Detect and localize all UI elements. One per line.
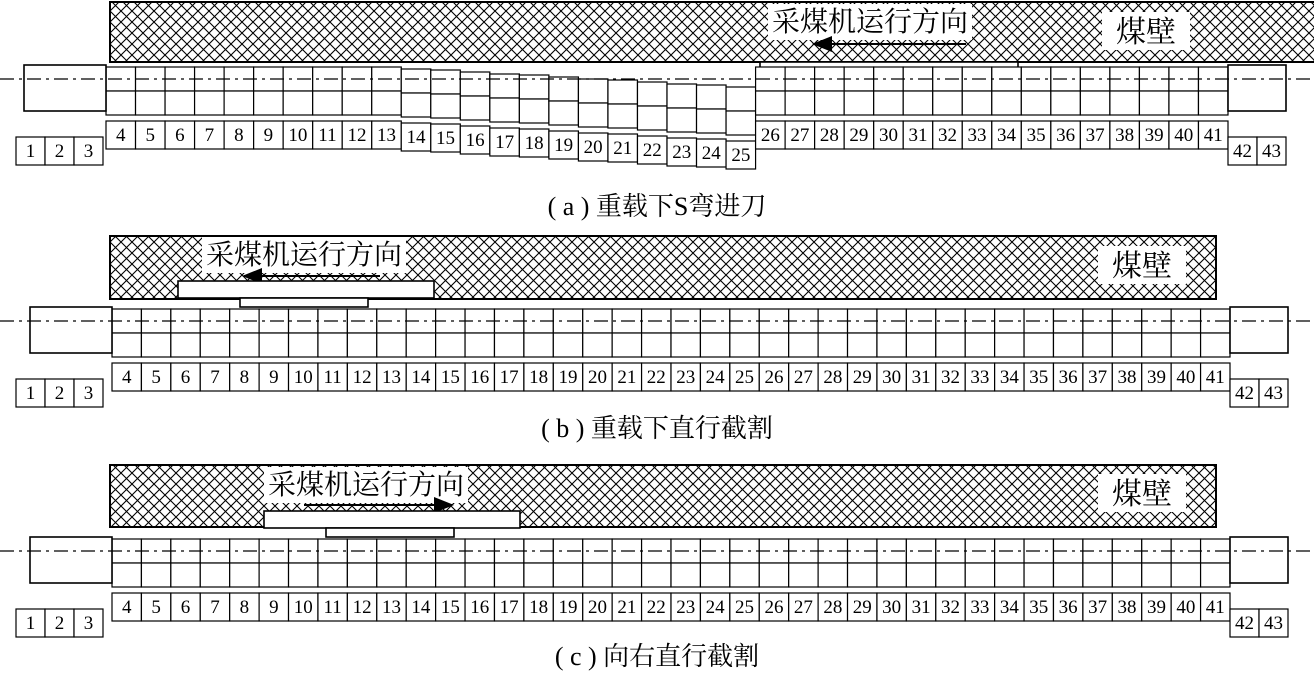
conveyor-pan-lower [667, 108, 697, 132]
support-number: 27 [793, 367, 813, 388]
conveyor-pan-lower [436, 563, 465, 587]
conveyor-pan-lower [700, 333, 729, 357]
conveyor-pan-lower [671, 333, 700, 357]
conveyor-pan-lower [230, 333, 259, 357]
support-number: 43 [1264, 613, 1283, 634]
support-number: 40 [1176, 367, 1196, 388]
conveyor-pan-lower [494, 563, 523, 587]
support-number: 3 [83, 383, 94, 404]
shearer-direction-label: 采煤机运行方向 [206, 240, 403, 271]
support-number: 9 [269, 597, 279, 618]
conveyor-pan-lower [965, 563, 994, 587]
conveyor-pan-lower [553, 333, 582, 357]
conveyor-pan-lower [549, 101, 579, 125]
conveyor-pan-lower [874, 91, 904, 115]
conveyor-pan-lower [1139, 91, 1169, 115]
support-number: 26 [764, 367, 784, 388]
conveyor-pan-lower [1024, 563, 1053, 587]
support-number: 16 [470, 597, 490, 618]
support-number: 2 [54, 383, 65, 404]
panel-a [0, 2, 1314, 221]
support-number: 6 [180, 597, 191, 618]
conveyor-pan-lower [697, 109, 727, 133]
support-number: 22 [642, 140, 662, 161]
conveyor-pan-lower [785, 91, 815, 115]
support-number: 15 [440, 367, 460, 388]
panel-caption: ( a ) 重载下S弯进刀 [547, 192, 767, 221]
conveyor-pan-lower [230, 563, 259, 587]
conveyor-pan [490, 74, 520, 98]
support-number: 43 [1262, 141, 1281, 162]
support-number: 17 [499, 367, 519, 388]
support-number: 9 [269, 367, 279, 388]
support-number: 36 [1056, 125, 1076, 146]
support-number: 18 [529, 367, 549, 388]
coal-wall-label: 煤壁 [1112, 250, 1172, 283]
conveyor-pan-lower [848, 563, 877, 587]
head-drive [1230, 307, 1288, 353]
support-number: 14 [406, 127, 426, 148]
conveyor-pan-lower [224, 91, 254, 115]
support-number: 19 [554, 135, 574, 156]
support-number: 23 [672, 142, 692, 163]
support-number: 35 [1029, 597, 1049, 618]
support-number: 38 [1117, 367, 1137, 388]
conveyor-pan-lower [490, 98, 520, 122]
conveyor-pan-lower [465, 333, 494, 357]
support-number: 21 [617, 367, 637, 388]
conveyor-pan-lower [406, 563, 435, 587]
support-number: 3 [83, 141, 94, 162]
support-number: 32 [941, 367, 960, 388]
support-number: 31 [911, 597, 931, 618]
support-number: 27 [793, 597, 813, 618]
shearer-body [240, 298, 368, 307]
support-number: 42 [1235, 613, 1254, 634]
conveyor-pan [608, 80, 638, 104]
head-drive [1230, 537, 1288, 583]
support-number: 19 [558, 597, 578, 618]
support-number: 31 [908, 125, 928, 146]
conveyor-pan-lower [289, 563, 318, 587]
conveyor-pan-lower [283, 91, 313, 115]
support-number: 23 [676, 597, 696, 618]
conveyor-pan-lower [347, 333, 376, 357]
conveyor-pan-lower [583, 563, 612, 587]
conveyor-pan-lower [401, 93, 431, 117]
support-number: 33 [970, 367, 990, 388]
support-number: 17 [495, 132, 515, 153]
support-number: 39 [1146, 597, 1166, 618]
support-number: 8 [239, 597, 250, 618]
conveyor-pan-lower [195, 91, 225, 115]
conveyor-pan-lower [995, 333, 1024, 357]
conveyor-pan [431, 70, 461, 94]
conveyor-pan-lower [700, 563, 729, 587]
support-number: 22 [646, 597, 666, 618]
support-number: 42 [1233, 141, 1252, 162]
conveyor-pan-lower [818, 333, 847, 357]
support-number: 20 [583, 137, 603, 158]
support-number: 20 [587, 597, 607, 618]
conveyor-pan-lower [933, 91, 963, 115]
support-number: 29 [852, 367, 872, 388]
support-number: 4 [121, 367, 132, 388]
conveyor-pan-lower [1171, 563, 1200, 587]
coal-wall-label: 煤壁 [1116, 16, 1176, 49]
conveyor-pan-lower [612, 563, 641, 587]
conveyor-pan-lower [936, 563, 965, 587]
support-number: 4 [116, 125, 126, 146]
support-number: 6 [180, 367, 191, 388]
conveyor-pan-lower [903, 91, 933, 115]
support-number: 24 [701, 143, 721, 164]
support-number: 24 [705, 367, 725, 388]
support-number: 27 [790, 125, 810, 146]
support-number: 18 [524, 133, 544, 154]
panel-c [0, 465, 1314, 671]
support-number: 10 [293, 367, 313, 388]
support-number: 9 [263, 125, 274, 146]
support-number: 33 [970, 597, 990, 618]
shearer-direction-label: 采煤机运行方向 [268, 470, 465, 501]
conveyor-pan-lower [465, 563, 494, 587]
conveyor-pan-lower [372, 91, 402, 115]
conveyor-pan-lower [992, 91, 1022, 115]
conveyor-pan-lower [612, 333, 641, 357]
conveyor-pan-lower [583, 333, 612, 357]
support-number: 29 [849, 125, 869, 146]
conveyor-pan-lower [553, 563, 582, 587]
conveyor-pan-lower [141, 563, 170, 587]
support-number: 38 [1115, 125, 1135, 146]
conveyor-pan-lower [141, 333, 170, 357]
conveyor-pan-lower [519, 99, 549, 123]
conveyor-pan-lower [1112, 333, 1141, 357]
support-number: 2 [54, 613, 65, 634]
conveyor-pan-lower [1201, 563, 1230, 587]
support-number: 16 [470, 367, 490, 388]
support-number: 41 [1205, 367, 1225, 388]
support-number: 43 [1264, 383, 1283, 404]
support-number: 7 [210, 367, 220, 388]
conveyor-pan-lower [460, 96, 490, 120]
support-number: 30 [878, 125, 898, 146]
support-number: 13 [382, 597, 401, 618]
support-number: 6 [175, 125, 185, 146]
conveyor-pan-lower [906, 333, 935, 357]
support-number: 7 [204, 125, 215, 146]
conveyor-pan-lower [759, 563, 788, 587]
conveyor-pan-lower [995, 563, 1024, 587]
shearer-body [326, 528, 454, 537]
conveyor-pan-lower [347, 563, 376, 587]
support-number: 21 [617, 597, 637, 618]
support-number: 30 [882, 367, 902, 388]
support-number: 28 [819, 125, 839, 146]
conveyor-pan-lower [1083, 333, 1112, 357]
conveyor-pan-lower [844, 91, 874, 115]
conveyor-pan-lower [759, 333, 788, 357]
conveyor-pan-lower [318, 333, 347, 357]
conveyor-pan [549, 77, 579, 101]
conveyor-pan-lower [877, 333, 906, 357]
conveyor-pan-lower [313, 91, 343, 115]
support-number: 1 [25, 141, 36, 162]
tail-drive [30, 537, 112, 583]
conveyor-pan-lower [730, 563, 759, 587]
conveyor-pan-lower [1053, 333, 1082, 357]
conveyor-pan-lower [1051, 91, 1081, 115]
support-number: 14 [411, 597, 431, 618]
support-number: 37 [1085, 125, 1105, 146]
support-number: 14 [411, 367, 431, 388]
support-number: 15 [440, 597, 460, 618]
support-number: 31 [911, 367, 931, 388]
conveyor-pan-lower [1024, 333, 1053, 357]
conveyor-pan-lower [1169, 91, 1199, 115]
support-number: 8 [234, 125, 244, 146]
support-number: 18 [529, 597, 549, 618]
conveyor-pan-lower [642, 333, 671, 357]
support-number: 2 [54, 141, 65, 162]
shearer [264, 511, 520, 528]
support-number: 32 [941, 597, 960, 618]
support-number: 35 [1026, 125, 1046, 146]
conveyor-pan [637, 82, 667, 106]
support-number: 5 [145, 125, 156, 146]
conveyor-pan-lower [962, 91, 992, 115]
support-number: 5 [151, 597, 161, 618]
conveyor-pan-lower [637, 106, 667, 130]
coal-wall-label: 煤壁 [1112, 478, 1172, 511]
conveyor-pan-lower [431, 94, 461, 118]
conveyor-pan-lower [1053, 563, 1082, 587]
head-drive [1228, 65, 1286, 111]
support-number: 1 [25, 613, 36, 634]
conveyor-pan [401, 69, 431, 93]
support-number: 16 [465, 130, 485, 151]
support-number: 11 [323, 597, 342, 618]
support-number: 35 [1029, 367, 1049, 388]
conveyor-pan-lower [726, 111, 756, 135]
conveyor-pan-lower [254, 91, 284, 115]
conveyor-pan-lower [112, 333, 141, 357]
support-number: 12 [352, 597, 372, 618]
conveyor-pan-lower [1142, 563, 1171, 587]
conveyor-pan-lower [789, 563, 818, 587]
conveyor-pan-lower [671, 563, 700, 587]
shearer [178, 281, 434, 298]
support-number: 34 [999, 367, 1019, 388]
support-number: 24 [705, 597, 725, 618]
conveyor-pan-lower [936, 333, 965, 357]
support-number: 10 [293, 597, 313, 618]
conveyor-pan-lower [1201, 333, 1230, 357]
conveyor-pan-lower [171, 563, 200, 587]
support-number: 12 [347, 125, 367, 146]
support-number: 17 [499, 597, 519, 618]
conveyor-pan-lower [136, 91, 166, 115]
support-number: 15 [436, 128, 456, 149]
support-number: 10 [288, 125, 308, 146]
conveyor-pan-lower [1021, 91, 1051, 115]
support-number: 40 [1174, 125, 1194, 146]
conveyor-pan-lower [318, 563, 347, 587]
conveyor-pan-lower [578, 103, 608, 127]
tail-drive [24, 65, 106, 111]
conveyor-pan-lower [848, 333, 877, 357]
support-number: 12 [352, 367, 372, 388]
conveyor-pan-lower [377, 333, 406, 357]
support-number: 41 [1205, 597, 1225, 618]
conveyor-pan [726, 87, 756, 111]
support-number: 25 [731, 145, 751, 166]
tail-drive [30, 307, 112, 353]
support-number: 34 [999, 597, 1019, 618]
support-number: 34 [997, 125, 1017, 146]
conveyor-pan-lower [200, 563, 229, 587]
conveyor-pan-lower [436, 333, 465, 357]
conveyor-pan-lower [171, 333, 200, 357]
support-number: 28 [823, 597, 843, 618]
support-number: 39 [1146, 367, 1166, 388]
support-number: 5 [151, 367, 161, 388]
conveyor-pan [697, 85, 727, 109]
support-number: 41 [1203, 125, 1223, 146]
support-number: 36 [1058, 597, 1078, 618]
conveyor-pan-lower [106, 91, 136, 115]
conveyor-pan-lower [1083, 563, 1112, 587]
support-number: 21 [613, 138, 633, 159]
conveyor-pan-lower [730, 333, 759, 357]
support-number: 37 [1088, 367, 1108, 388]
panel-caption: ( c ) 向右直行截割 [554, 642, 760, 671]
conveyor-pan-lower [1198, 91, 1228, 115]
support-number: 23 [676, 367, 696, 388]
support-number: 7 [210, 597, 220, 618]
conveyor-pan [667, 84, 697, 108]
conveyor-pan-lower [165, 91, 195, 115]
support-number: 33 [967, 125, 987, 146]
conveyor-pan-lower [818, 563, 847, 587]
support-number: 37 [1088, 597, 1108, 618]
conveyor-pan-lower [789, 333, 818, 357]
conveyor-pan-lower [1142, 333, 1171, 357]
conveyor-pan-lower [906, 563, 935, 587]
support-number: 11 [318, 125, 337, 146]
support-number: 20 [587, 367, 607, 388]
conveyor-pan-lower [965, 333, 994, 357]
support-number: 25 [735, 367, 755, 388]
support-number: 38 [1117, 597, 1137, 618]
conveyor-pan-lower [642, 563, 671, 587]
conveyor-pan-lower [524, 563, 553, 587]
conveyor-pan-lower [406, 333, 435, 357]
support-number: 28 [823, 367, 843, 388]
support-number: 4 [121, 597, 132, 618]
conveyor-pan-lower [756, 91, 786, 115]
conveyor-pan-lower [259, 563, 288, 587]
conveyor-pan-lower [1112, 563, 1141, 587]
conveyor-pan-lower [524, 333, 553, 357]
conveyor-pan-lower [877, 563, 906, 587]
conveyor-pan [578, 79, 608, 103]
support-number: 11 [323, 367, 342, 388]
support-number: 42 [1235, 383, 1254, 404]
support-number: 40 [1176, 597, 1196, 618]
support-number: 30 [882, 597, 902, 618]
conveyor-pan-lower [608, 104, 638, 128]
support-number: 8 [239, 367, 250, 388]
support-number: 19 [558, 367, 578, 388]
conveyor-pan-lower [289, 333, 318, 357]
conveyor-pan-lower [494, 333, 523, 357]
support-number: 25 [735, 597, 755, 618]
support-number: 36 [1058, 367, 1078, 388]
panel-b [0, 236, 1314, 443]
conveyor-pan-lower [815, 91, 845, 115]
panel-caption: ( b ) 重载下直行截割 [541, 414, 773, 443]
conveyor-pan-lower [200, 333, 229, 357]
support-number: 29 [852, 597, 872, 618]
support-number: 39 [1144, 125, 1164, 146]
shearer-direction-label: 采煤机运行方向 [772, 7, 969, 38]
conveyor-pan [460, 72, 490, 96]
conveyor-pan-lower [342, 91, 372, 115]
support-number: 13 [377, 125, 396, 146]
conveyor-pan-lower [1110, 91, 1140, 115]
support-number: 26 [764, 597, 784, 618]
support-number: 13 [382, 367, 401, 388]
support-number: 1 [25, 383, 36, 404]
support-number: 22 [646, 367, 666, 388]
conveyor-pan-lower [259, 333, 288, 357]
support-number: 32 [938, 125, 957, 146]
conveyor-pan-lower [1171, 333, 1200, 357]
support-number: 26 [760, 125, 780, 146]
conveyor-pan-lower [112, 563, 141, 587]
conveyor-pan-lower [1080, 91, 1110, 115]
conveyor-pan-lower [377, 563, 406, 587]
support-number: 3 [83, 613, 94, 634]
